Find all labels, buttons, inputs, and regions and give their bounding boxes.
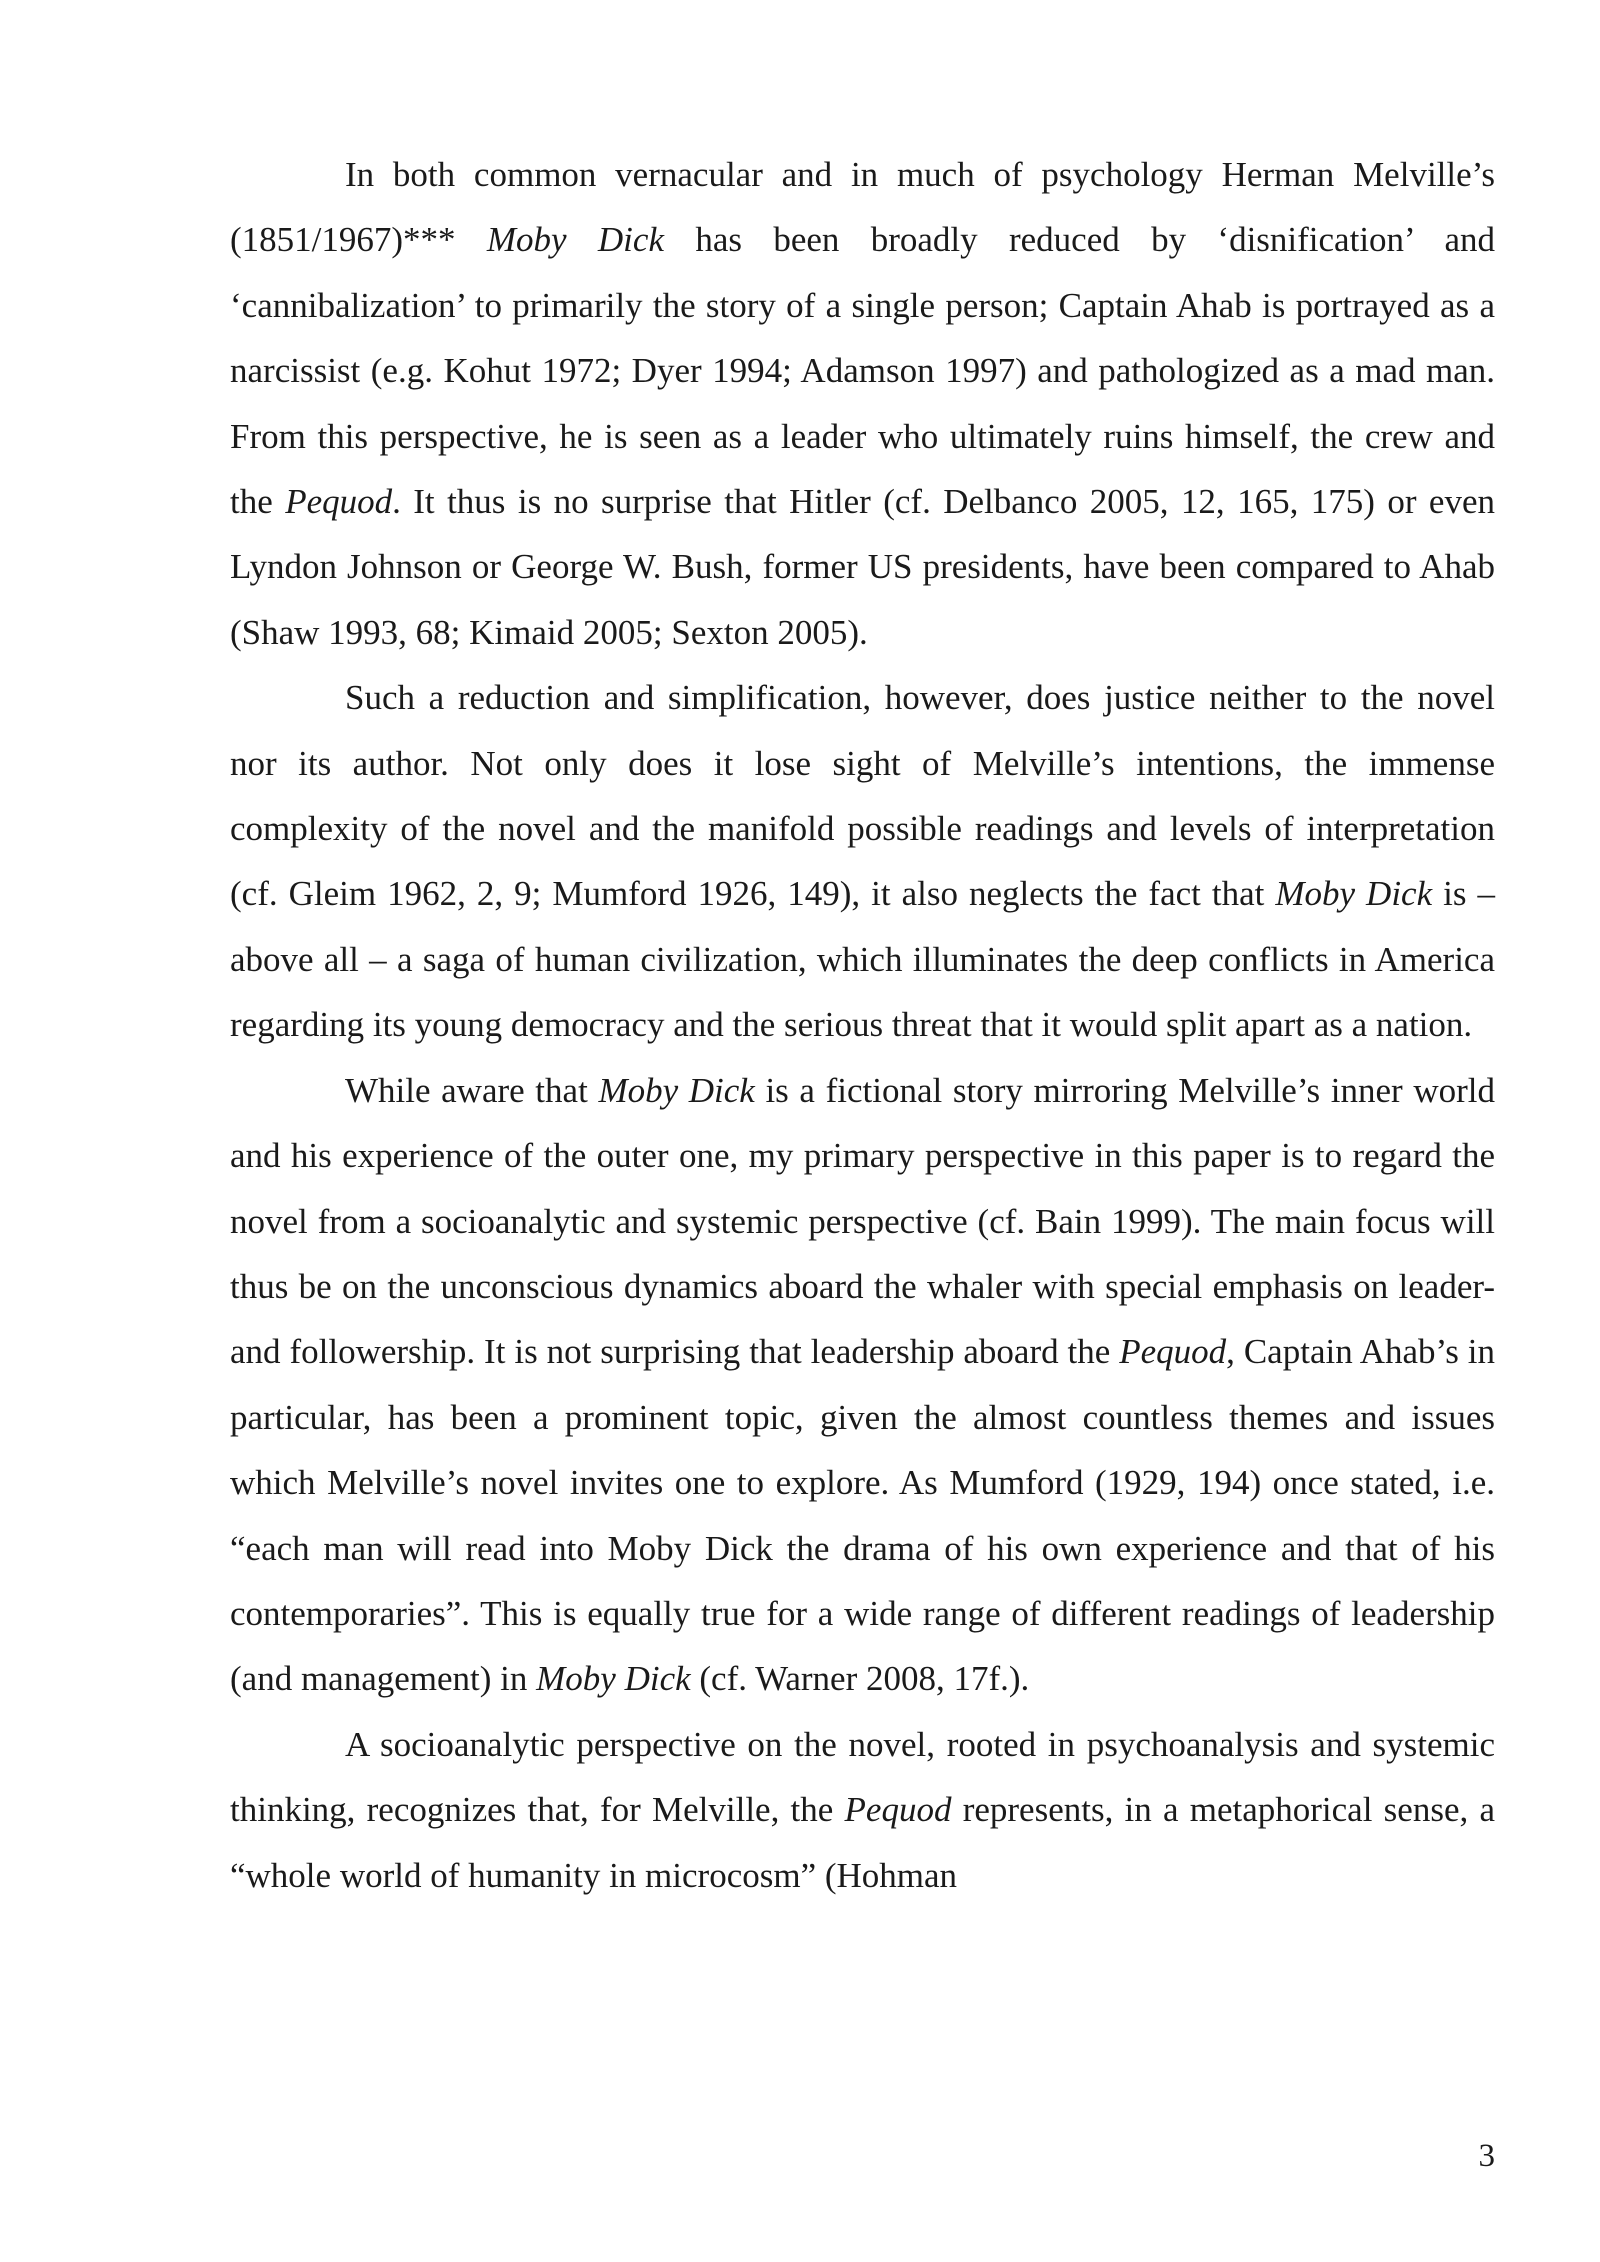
paragraph-1 [230,142,1495,665]
text-run: (cf. Warner 2008, 17f.). [690,1659,1030,1699]
text-run: is a fictional story mirroring Melville’s inner world and his experience of the outer one, my primary perspective in this paper is to regard the novel from a socioanalytic and systemic perspective (cf. Bain 1999). The main focus will thus be on the unconscious dynamics aboard the whaler with special emphasis on leader- and followership. It is not surprising that leadership aboard the [230,1070,1495,1372]
text-run: . It thus is no surprise that Hitler (cf. Delbanco 2005, 12, 165, 175) or even Lyndon Johnson or George W. Bush, former US presidents, have been compared to Ahab (Shaw 1993, 68; Kimaid 2005; Sexton 2005). [230,482,1495,652]
italic-title: Moby Dick [1275,874,1433,914]
italic-title: Pequod [1119,1332,1227,1372]
paragraph-2 [230,665,1495,1057]
italic-title: Moby Dick [536,1659,691,1699]
italic-title: Moby Dick [486,220,664,260]
text-run: Such a reduction and simplification, however, does justice neither to the novel nor its author. Not only does it lose sight of Melville’s intentions, the immense complexity of the novel and the manifold possible readings and levels of interpretation (cf. Gleim 1962, 2, 9; Mumford 1926, 149), it also neglects the fact that [230,678,1495,914]
text-run: While aware that [345,1070,599,1110]
paragraph-3 [230,1058,1495,1712]
italic-title: Pequod [285,482,393,522]
italic-title: Pequod [844,1790,952,1830]
text-run: A socioanalytic perspective on the novel, rooted in psychoanalysis and systemic thinking, recognizes that, for Melville, the [230,1724,1495,1830]
paragraph-4 [230,1712,1495,1908]
text-run: , Captain Ahab’s in particular, has been a prominent topic, given the almost countless themes and issues which Melville’s novel invites one to explore. As Mumford (1929, 194) once stated, i.e. “each man will read into Moby Dick the drama of his own experience and that of his contemporaries”. This is equally true for a wide range of different readings of leadership (and management) in [230,1332,1496,1699]
italic-title: Moby Dick [598,1070,755,1110]
text-run: represents, in a metaphorical sense, a “whole world of humanity in microcosm” (Hohman [230,1790,1495,1895]
text-run: In both common vernacular and in much of psychology Herman Melville’s (1851/1967)*** [230,155,1495,260]
text-run: is – above all – a saga of human civilization, which illuminates the deep conflicts in America regarding its young democracy and the serious threat that it would split apart as a nation. [230,874,1495,1045]
body-text [230,142,1495,1908]
page-number: 3 [1478,2138,1495,2174]
text-run: has been broadly reduced by ‘disnification’ and ‘cannibalization’ to primarily the story of a single person; Captain Ahab is portrayed as a narcissist (e.g. Kohut 1972; Dyer 1994; Adamson 1997) and pathologized as a mad man. From this perspective, he is seen as a leader who ultimately ruins himself, the crew and the [230,220,1495,522]
